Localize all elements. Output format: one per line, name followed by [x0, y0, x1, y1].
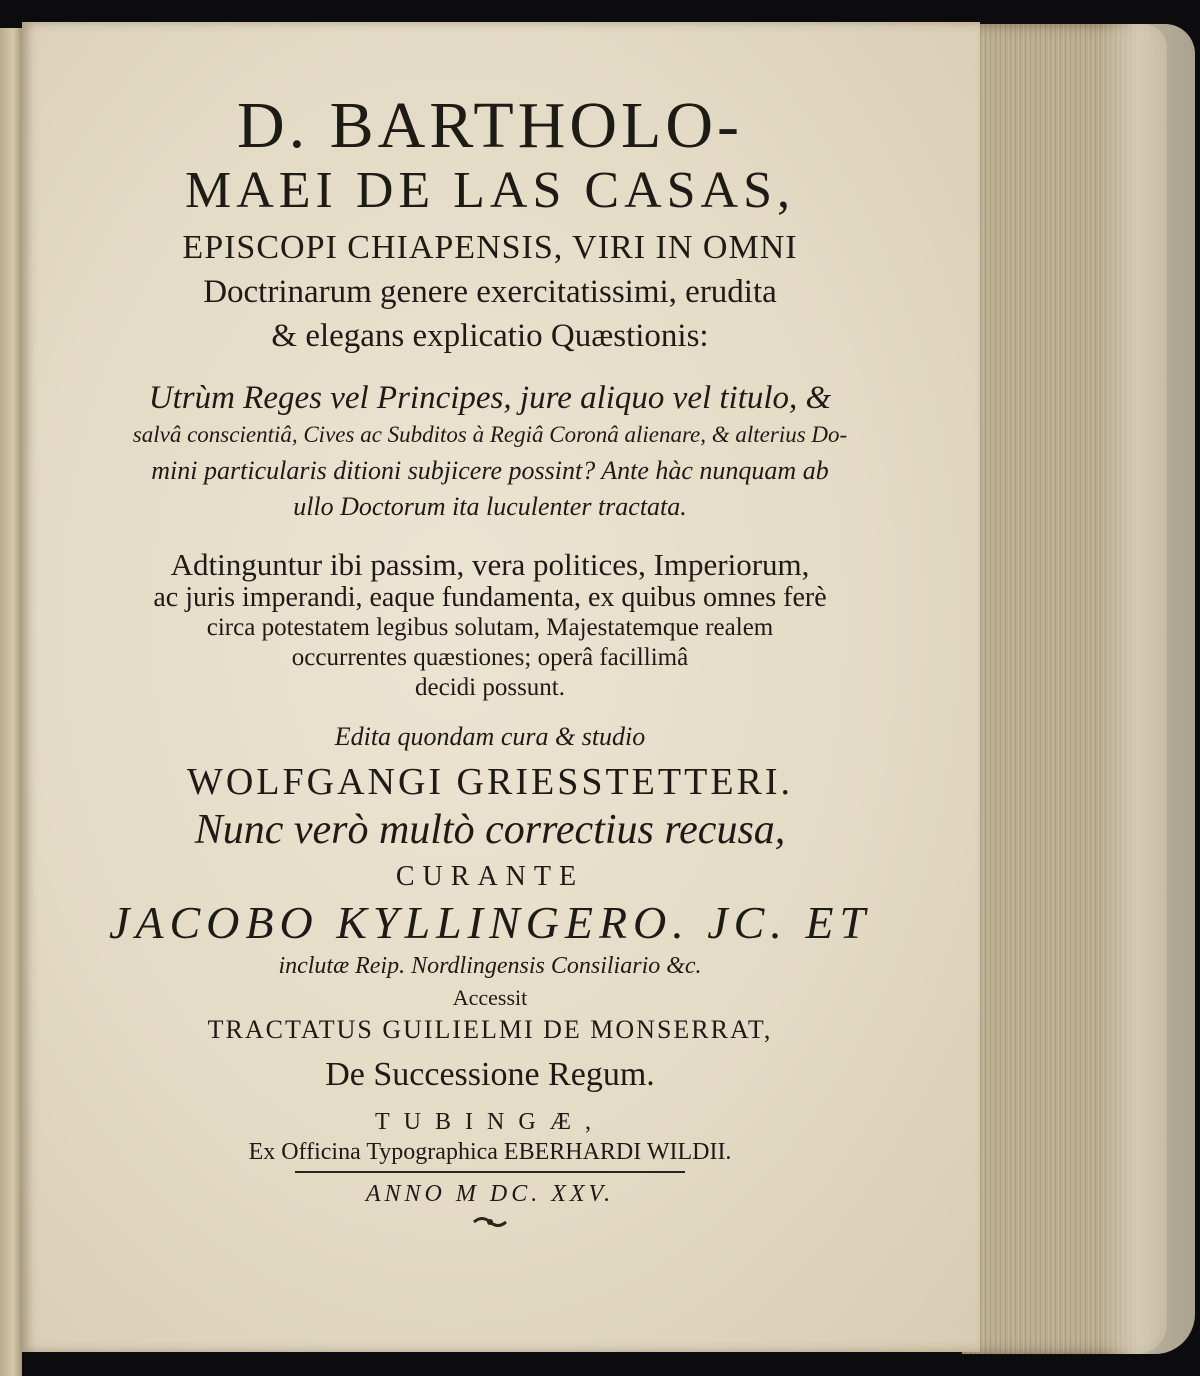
question-line-2: salvâ conscientiâ, Cives ac Subditos à Regiâ Coronâ alienare, & alterius Do-: [132, 422, 848, 447]
edita-line: Edita quondam cura & studio: [334, 722, 646, 751]
question-block: [40, 380, 940, 525]
adtinguntur-line-4: occurrentes quæstiones; operâ facillimâ: [291, 644, 689, 671]
imprint-rule: [295, 1171, 685, 1173]
title-line-2: MAEI DE LAS CASAS,: [184, 162, 796, 219]
adtinguntur-line-1: Adtinguntur ibi passim, vera politices, Imperiorum,: [170, 547, 810, 582]
curator-title: inclutæ Reip. Nordlingensis Consiliario &c.: [278, 953, 702, 979]
adtinguntur-line-5: decidi possunt.: [415, 674, 565, 701]
tractatus-line: TRACTATUS GUILIELMI DE MONSERRAT,: [207, 1015, 773, 1044]
left-page-edge: [0, 28, 22, 1376]
adtinguntur-line-3: circa potestatem legibus solutam, Majestatemque realem: [206, 614, 774, 641]
vellum-cover-edge: [1100, 24, 1195, 1354]
question-line-1: Utrùm Reges vel Principes, jure aliquo vel titulo, &: [148, 380, 832, 416]
fleuron-ornament-icon: [470, 1213, 510, 1231]
title-line-3: EPISCOPI CHIAPENSIS, VIRI IN OMNI: [182, 229, 798, 266]
imprint-city: TUBINGÆ,: [375, 1109, 605, 1135]
adtinguntur-block: [40, 547, 940, 703]
question-line-3: mini particularis ditioni subjicere possint? Ante hàc nunquam ab: [151, 456, 829, 485]
curante-line: CURANTE: [395, 861, 585, 892]
editor-name: WOLFGANGI GRIESSTETTERI.: [186, 761, 794, 803]
curator-name: JACOBO KYLLINGERO. JC. ET: [108, 897, 872, 948]
adtinguntur-line-2: ac juris imperandi, eaque fundamenta, ex quibus omnes ferè: [153, 582, 827, 613]
title-line-5: & elegans explicatio Quæstionis:: [271, 318, 709, 354]
de-successione-line: De Successione Regum.: [325, 1056, 655, 1093]
accessit-line: Accessit: [452, 985, 528, 1010]
imprint-printer: Ex Officina Typographica EBERHARDI WILDII.: [248, 1139, 732, 1165]
recusa-line: Nunc verò multò correctius recusa,: [194, 807, 786, 853]
title-line-4: Doctrinarum genere exercitatissimi, erudita: [203, 274, 777, 310]
question-line-4: ullo Doctorum ita luculenter tractata.: [293, 492, 687, 521]
imprint-year: ANNO M DC. XXV.: [365, 1181, 615, 1207]
title-page-text: [40, 90, 940, 1231]
title-line-1: D. BARTHOLO-: [236, 89, 743, 162]
